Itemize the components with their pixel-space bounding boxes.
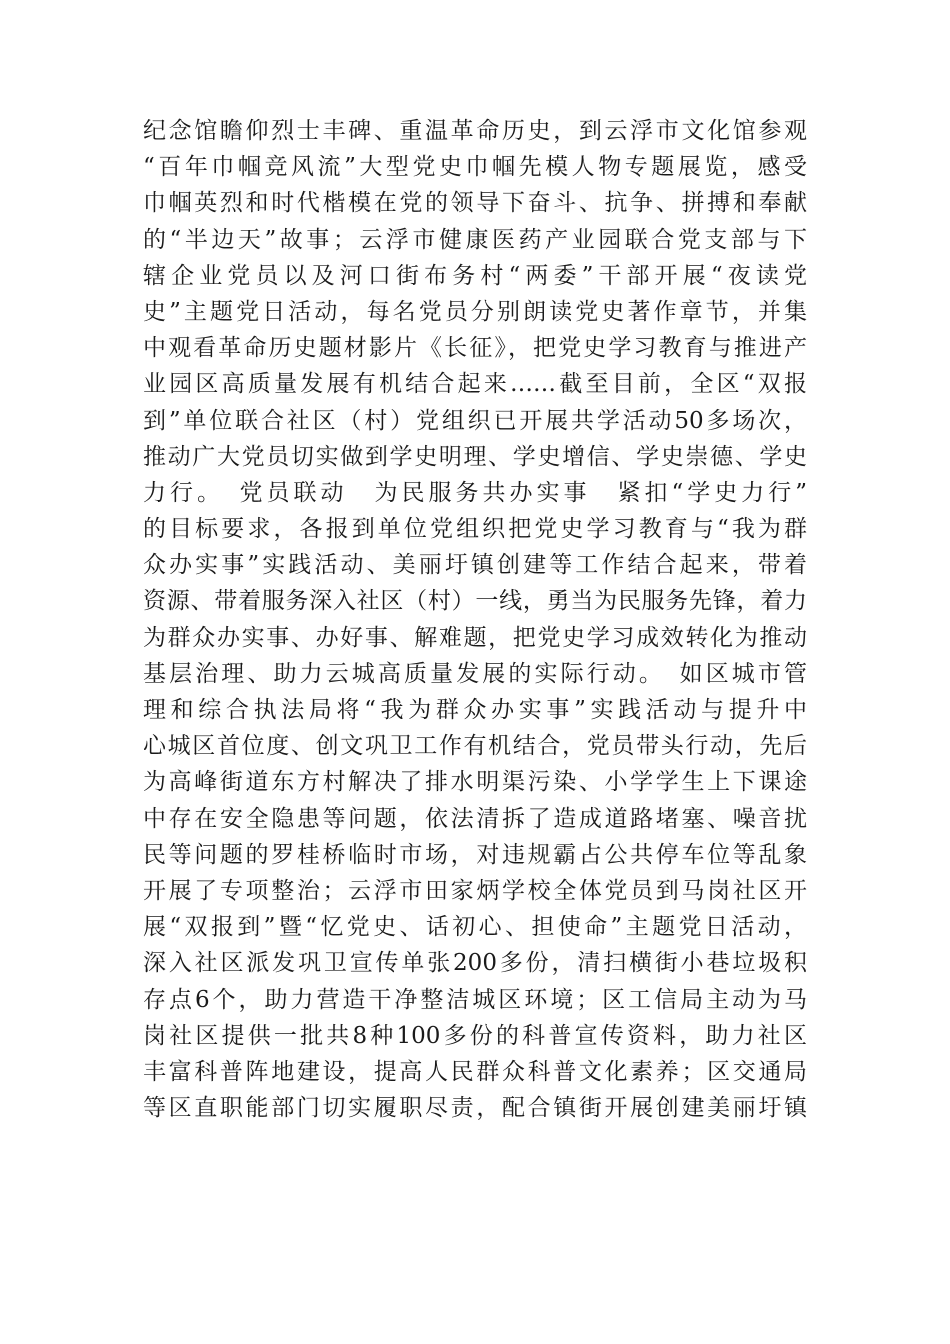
text-line: 史”主题党日活动，每名党员分别朗读党史著作章节，并集: [143, 298, 807, 325]
text-line: 中存在安全隐患等问题，依法清拆了造成道路堵塞、噪音扰: [143, 805, 807, 832]
text-line: 为高峰街道东方村解决了排水明渠污染、小学学生上下课途: [143, 769, 807, 796]
text-line: 巾帼英烈和时代楷模在党的领导下奋斗、抗争、拼搏和奉献: [143, 190, 807, 217]
text-line: 力行。 党员联动 为民服务共办实事 紧扣“学史力行”: [143, 479, 807, 506]
text-line: 纪念馆瞻仰烈士丰碑、重温革命历史，到云浮市文化馆参观: [143, 118, 807, 144]
text-line: 等区直职能部门切实履职尽责，配合镇街开展创建美丽圩镇: [143, 1095, 807, 1122]
text-line: 民等问题的罗桂桥临时市场，对违规霸占公共停车位等乱象: [143, 841, 807, 868]
text-line: 辖企业党员以及河口街布务村“两委”干部开展“夜读党: [143, 262, 807, 289]
text-line: 业园区高质量发展有机结合起来……截至目前，全区“双报: [143, 371, 807, 398]
text-line: 心城区首位度、创文巩卫工作有机结合，党员带头行动，先后: [143, 733, 807, 760]
text-line: 存点6个，助力营造干净整洁城区环境；区工信局主动为马: [143, 986, 807, 1013]
text-line: 的“半边天”故事；云浮市健康医药产业园联合党支部与下: [143, 226, 807, 253]
text-line: 理和综合执法局将“我为群众办实事”实践活动与提升中: [143, 697, 807, 723]
text-line: 基层治理、助力云城高质量发展的实际行动。 如区城市管: [143, 660, 807, 687]
text-line: 深入社区派发巩卫宣传单张200多份，清扫横街小巷垃圾积: [143, 950, 807, 977]
text-line: 资源、带着服务深入社区（村）一线，勇当为民服务先锋，着力: [143, 588, 807, 615]
text-line: “百年巾帼竞风流”大型党史巾帼先模人物专题展览，感受: [143, 154, 807, 181]
text-line: 众办实事”实践活动、美丽圩镇创建等工作结合起来，带着: [143, 552, 807, 579]
text-line: 推动广大党员切实做到学史明理、学史增信、学史崇德、学史: [143, 443, 807, 470]
text-line: 到”单位联合社区（村）党组织已开展共学活动50多场次，: [143, 407, 807, 434]
text-line: 中观看革命历史题材影片《长征》，把党史学习教育与推进产: [143, 335, 807, 362]
text-line: 开展了专项整治；云浮市田家炳学校全体党员到马岗社区开: [143, 877, 807, 904]
text-line: 展“双报到”暨“忆党史、话初心、担使命”主题党日活动，: [143, 914, 807, 941]
body-text: [143, 113, 807, 1126]
text-line: 丰富科普阵地建设，提高人民群众科普文化素养；区交通局: [143, 1058, 807, 1085]
text-line: 岗社区提供一批共8种100多份的科普宣传资料，助力社区: [143, 1022, 807, 1049]
text-line: 的目标要求，各报到单位党组织把党史学习教育与“我为群: [143, 516, 807, 543]
text-line: 为群众办实事、办好事、解难题，把党史学习成效转化为推动: [143, 624, 807, 651]
